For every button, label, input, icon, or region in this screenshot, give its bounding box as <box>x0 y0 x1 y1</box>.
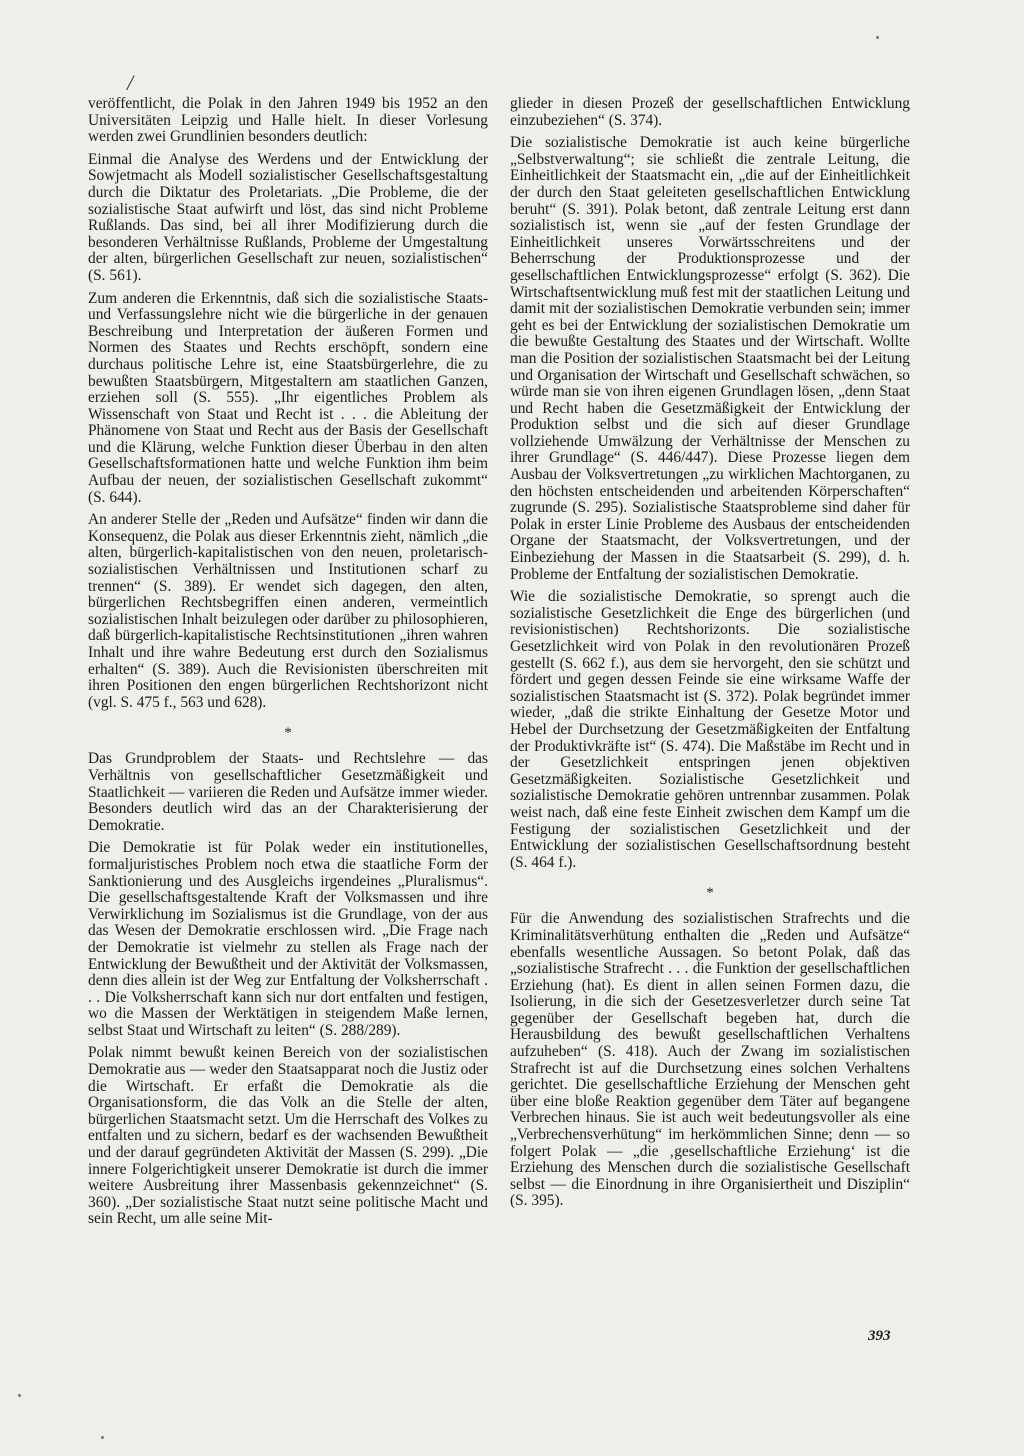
left-column <box>88 96 488 1234</box>
section-separator: * <box>284 725 292 742</box>
paragraph: Wie die sozialistische Demokratie, so sprengt auch die sozialistische Gesetzlichkeit die Enge des bürgerlichen (und revisionistischen) Rechtshorizonts. Die sozialistische Gesetzlichkeit wird von Polak in den revolutionären Prozeß gestellt (S. 662 f.), aus dem sie hervorgeht, den sie schützt und fördert und gegen dessen Feinde sie eine wirksame Waffe der sozialistischen Staatsmacht ist (S. 372). Polak begründet immer wieder, „daß die strikte Einhaltung der Gesetze Motor und Hebel der Durchsetzung der Gesetzmäßigkeiten der Entfaltung der Produktivkräfte ist“ (S. 474). Die Maßstäbe im Recht und in der Gesetzlichkeit entspringen jenen objektiven Gesetzmäßigkeiten. Sozialistische Gesetzlichkeit und sozialistische Demokratie gehören untrennbar zusammen. Polak weist nach, daß eine feste Einheit zwischen dem Kampf um die Festigung der sozialistischen Gesetzlichkeit und der Entwicklung der sozialistischen Gesellschaftsordnung besteht (S. 464 f.). <box>510 588 910 871</box>
paragraph: An anderer Stelle der „Reden und Aufsätze“ finden wir dann die Konsequenz, die Polak aus dieser Erkenntnis zieht, nämlich „die alten, bürgerlich-kapitalistischen von den neuen, proletarisch-sozialistischen Verhältnissen und Institutionen scharf zu trennen“ (S. 389). Er wendet sich dagegen, den alten, bürgerlichen Rechtsbegriffen einen anderen, vermeintlich sozialistischen Inhalt beizulegen oder darüber zu philosophieren, daß bürgerlich-kapitalistische Rechtsinstitutionen „ihren wahren Inhalt und ihre wahre Bedeutung erst durch den Sozialismus erhalten“ (S. 389). Auch die Revisionisten überschreiten mit ihren Positionen den engen bürgerlichen Rechtshorizont nicht (vgl. S. 475 f., 563 und 628). <box>88 511 488 711</box>
paper-speck <box>101 1436 104 1439</box>
paper-speck <box>18 1394 21 1397</box>
section-separator: * <box>706 885 714 902</box>
paragraph: veröffentlicht, die Polak in den Jahren 1949 bis 1952 an den Universitäten Leipzig und Halle hielt. In dieser Vorlesung werden zwei Grundlinien besonders deutlich: <box>88 95 488 146</box>
paragraph: Einmal die Analyse des Werdens und der Entwicklung der Sowjetmacht als Modell sozialistischer Gesellschaftsgestaltung durch die Diktatur des Proletariats. „Die Probleme, die der sozialistische Staat aufwirft und löst, das sind nicht Probleme Rußlands. Das sind, bei all ihrer Modifizierung durch die besonderen Verhältnisse Rußlands, Probleme der Umgestaltung der alten, bürgerlichen Gesellschaft zur neuen, sozialistischen“ (S. 561). <box>88 150 488 284</box>
paragraph: Polak nimmt bewußt keinen Bereich von der sozialistischen Demokratie aus — weder den Staatsapparat noch die Justiz oder die Wirtschaft. Er erfaßt die Demokratie als die Organisationsform, die das Volk an die Stelle der alten, bürgerlichen Staatsmacht setzt. Um die Herrschaft des Volkes zu entfalten und zu sichern, bedarf es der wachsenden Bewußtheit und der darauf gegründeten Aktivität der Massen (S. 299). „Die innere Folgerichtigkeit unserer Demokratie ist durch die immer weitere Ausbreitung ihrer Massenbasis gekennzeichnet“ (S. 360). „Der sozialistische Staat nutzt seine politische Macht und sein Recht, um alle seine Mit- <box>88 1044 488 1228</box>
paragraph: Für die Anwendung des sozialistischen Strafrechts und die Kriminalitätsverhütung enthalten die „Reden und Aufsätze“ ebenfalls wesentliche Aussagen. So betont Polak, daß das „sozialistische Strafrecht . . . die Funktion der gesellschaftlichen Erziehung (hat). Es dient in allen seinen Formen dazu, die Isolierung, in die sich der Gesetzesverletzer durch seine Tat gegenüber der Gesellschaft begeben hat, durch die Herausbildung des bewußt gesellschaftlichen Verhaltens aufzuheben“ (S. 418). Auch der Zwang im sozialistischen Strafrecht ist auf die Durchsetzung eines solchen Verhaltens gerichtet. Die gesellschaftliche Erziehung der Menschen geht über eine bloße Reaktion gegenüber dem Täter auf begangene Verbrechen hinaus. Sie ist auch weit bedeutungsvoller als eine „Verbrechensverhütung“ im herkömmlichen Sinne; denn — so folgert Polak — „die ‚gesellschaftliche Erziehung‘ ist die Erziehung des Menschen durch die sozialistische Gesellschaft selbst — die Einordnung in ihre Organisiertheit und Disziplin“ (S. 395). <box>510 910 910 1210</box>
right-column <box>510 96 910 1216</box>
paragraph: Die sozialistische Demokratie ist auch keine bürgerliche „Selbstverwaltung“; sie schließt die zentrale Leitung, die Einheitlichkeit der Staatsmacht ein, „die auf der Einheitlichkeit der durch den Staat geleiteten gesellschaftlichen Entwicklung beruht“ (S. 391). Polak betont, daß zentrale Leitung erst dann sozialistisch ist, wenn sie „auf der festen Grundlage der Einheitlichkeit unseres Vorwärtsschreitens und der Beherrschung der Produktionsprozesse und der gesellschaftlichen Entwicklungsprozesse“ erfolgt (S. 362). Die Wirtschaftsentwicklung muß fest mit der staatlichen Leitung und damit mit der sozialistischen Demokratie verbunden sein; immer geht es bei der Entwicklung der sozialistischen Demokratie um die bewußte Gestaltung des Staates und der Wirtschaft. Wollte man die Position der sozialistischen Staatsmacht bei der Leitung und Organisation der Wirtschaft und Gesellschaft schwächen, so würde man sie von ihren eigenen Grundlagen lösen, „denn Staat und Recht haben die Gesetzmäßigkeit der Entwicklung der Produktion selbst und die sich auf dieser Grundlage vollziehende Umwälzung der Verhältnisse der Menschen zu ihrer Grundlage“ (S. 446/447). Diese Prozesse liegen dem Ausbau der Volksvertretungen „zu wirklichen Machtorganen, zu den höchsten entscheidenden und arbeitenden Körperschaften“ zugrunde (S. 295). Sozialistische Staatsprobleme sind daher für Polak in erster Linie Probleme des Ausbaus der entscheidenden Organe der Staatsmacht, der Volksvertretungen, und der Einbeziehung der Massen in die Staatsarbeit (S. 299), d. h. Probleme der Entfaltung der sozialistischen Demokratie. <box>510 134 910 583</box>
paper-speck <box>876 36 879 39</box>
paragraph: Zum anderen die Erkenntnis, daß sich die sozialistische Staats- und Verfassungslehre nicht wie die bürgerliche in der genauen Beschreibung und Interpretation der äußeren Formen und Normen des Staates und Rechts erschöpft, sondern eine durchaus politische Lehre ist, eine Staatsbürgerlehre, die zu bewußten Staatsbürgern, Mitgestaltern am staatlichen Ganzen, erziehen soll (S. 555). „Ihr eigentliches Problem als Wissenschaft von Staat und Recht ist . . . die Ableitung der Phänomene von Staat und Recht aus der Basis der Gesellschaft und die Klärung, welche Funktion dieser Überbau in den alten Gesellschaftsformationen hatte und welche Funktion ihm beim Aufbau der neuen, der sozialistischen Gesellschaft zukommt“ (S. 644). <box>88 289 488 506</box>
paragraph: Das Grundproblem der Staats- und Rechtslehre — das Verhältnis von gesellschaftlicher Gesetzmäßigkeit und Staatlichkeit — variieren die Reden und Aufsätze immer wieder. Besonders deutlich wird das an der Charakterisierung der Demokratie. <box>88 750 488 834</box>
margin-mark: / <box>127 70 134 95</box>
paragraph: Die Demokratie ist für Polak weder ein institutionelles, formaljuristisches Problem noch etwa die staatliche Form der Sanktionierung und des Ausgleichs irgendeines „Pluralismus“. Die gesellschaftsgestaltende Kraft der Volksmassen und ihre Verwirklichung im Sozialismus ist die Grundlage, von der aus das Wesen der Demokratie erschlossen wird. „Die Frage nach der Demokratie ist vielmehr zu stellen als Frage nach der Entwicklung der Bewußtheit und der Aktivität der Volksmassen, denn dies allein ist der Weg zur Entfaltung der Volksherrschaft . . . Die Volksherrschaft kann sich nur dort entfalten und festigen, wo die Massen der Werktätigen in steigendem Maße lernen, selbst Staat und Wirtschaft zu leiten“ (S. 288/289). <box>88 839 488 1039</box>
page-number: 393 <box>868 1328 891 1344</box>
paragraph: glieder in diesen Prozeß der gesellschaftlichen Entwicklung einzubeziehen“ (S. 374). <box>510 95 910 129</box>
